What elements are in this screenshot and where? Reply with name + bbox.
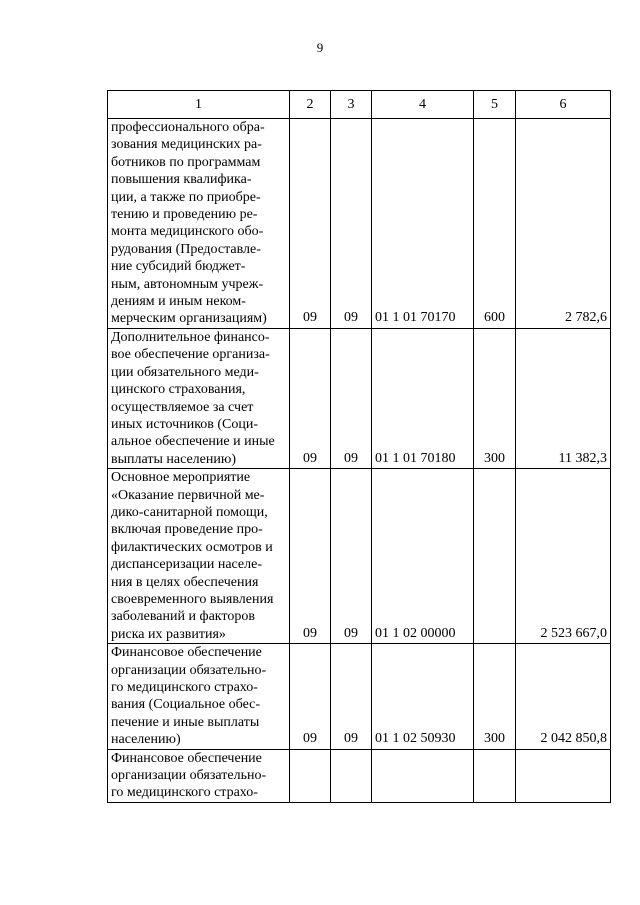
subsection-code-cell xyxy=(331,749,372,802)
description-line: иных источников (Соци- xyxy=(111,416,259,432)
description-line: Финансовое обеспечение xyxy=(111,645,262,661)
section-code-cell xyxy=(290,469,331,644)
description-line: профессионального обра- xyxy=(111,120,265,135)
column-header-5: 5 xyxy=(474,91,516,119)
amount-value: 2 042 850,8 xyxy=(540,731,607,747)
subsection-code-value: 09 xyxy=(344,731,358,747)
description-line: ции обязательного меди- xyxy=(111,364,259,380)
amount-value xyxy=(519,801,607,802)
row-description-cell xyxy=(108,119,290,329)
description-line: филактических осмотров и xyxy=(111,539,273,555)
description-line: заболеваний и факторов xyxy=(111,609,255,625)
target-article-code-value xyxy=(375,801,470,802)
subsection-code-cell xyxy=(331,469,372,644)
table-row xyxy=(108,328,611,468)
amount-cell xyxy=(516,328,611,468)
row-description-cell xyxy=(108,749,290,802)
amount-cell xyxy=(516,469,611,644)
section-code-value: 09 xyxy=(303,625,317,641)
budget-table xyxy=(107,90,611,803)
description-line: организации обязательно- xyxy=(111,768,267,784)
target-article-code-cell xyxy=(372,749,474,802)
amount-cell xyxy=(516,119,611,329)
description-line: выплаты населению) xyxy=(111,451,236,467)
section-code-cell xyxy=(290,328,331,468)
column-header-6: 6 xyxy=(516,91,611,119)
description-line: зования медицинских ра- xyxy=(111,137,262,153)
table-row xyxy=(108,469,611,644)
expense-type-code-value: 600 xyxy=(484,310,505,326)
description-line: ции, а также по приобре- xyxy=(111,189,261,205)
description-line: ние субсидий бюджет- xyxy=(111,259,246,275)
table-row xyxy=(108,749,611,802)
expense-type-code-cell xyxy=(474,469,516,644)
target-article-code-value: 01 1 02 00000 xyxy=(375,625,456,641)
expense-type-code-value: 300 xyxy=(484,731,505,747)
row-description-cell xyxy=(108,644,290,749)
description-line: вания (Социальное обес- xyxy=(111,697,261,713)
subsection-code-value xyxy=(334,801,368,802)
amount-cell xyxy=(516,644,611,749)
description-line: ботников по программам xyxy=(111,154,261,170)
section-code-value xyxy=(293,801,327,802)
table-header-row xyxy=(108,91,611,119)
target-article-code-value: 01 1 02 50930 xyxy=(375,731,456,747)
amount-value: 2 782,6 xyxy=(565,310,607,326)
amount-cell xyxy=(516,749,611,802)
description-line: Дополнительное финансо- xyxy=(111,329,270,345)
target-article-code-value: 01 1 01 70170 xyxy=(375,310,456,326)
section-code-value: 09 xyxy=(303,450,317,466)
section-code-cell xyxy=(290,644,331,749)
expense-type-code-cell xyxy=(474,119,516,329)
description-line: Основное мероприятие xyxy=(111,470,251,486)
expense-type-code-value: 300 xyxy=(484,450,505,466)
amount-value: 11 382,3 xyxy=(558,450,607,466)
subsection-code-value: 09 xyxy=(344,450,358,466)
description-line: включая проведение про- xyxy=(111,522,263,538)
table-row xyxy=(108,644,611,749)
target-article-code-cell xyxy=(372,328,474,468)
subsection-code-cell xyxy=(331,119,372,329)
target-article-code-cell xyxy=(372,119,474,329)
description-line: вое обеспечение организа- xyxy=(111,347,270,363)
description-line: цинского страхования, xyxy=(111,382,246,398)
description-line: го медицинского страхо- xyxy=(111,785,258,801)
target-article-code-value: 01 1 01 70180 xyxy=(375,450,456,466)
description-line: тению и проведению ре- xyxy=(111,207,258,223)
page-number: 9 xyxy=(316,40,324,55)
column-header-2: 2 xyxy=(290,91,331,119)
column-header-4: 4 xyxy=(372,91,474,119)
section-code-value: 09 xyxy=(303,731,317,747)
description-line: организации обязательно- xyxy=(111,662,267,678)
description-line: го медицинского страхо- xyxy=(111,680,258,695)
table-row xyxy=(108,119,611,329)
description-line: альное обеспечение и иные xyxy=(111,434,275,450)
description-line: населению) xyxy=(111,732,181,748)
description-line: печение и иные выплаты xyxy=(111,714,260,730)
description-line: монта медицинского обо- xyxy=(111,224,264,240)
target-article-code-cell xyxy=(372,469,474,644)
subsection-code-cell xyxy=(331,644,372,749)
subsection-code-value: 09 xyxy=(344,310,358,326)
description-line: рудования (Предоставле- xyxy=(111,241,261,257)
section-code-cell xyxy=(290,749,331,802)
description-line: дениям и иным неком- xyxy=(111,294,246,310)
row-description-cell xyxy=(108,328,290,468)
description-line: мерческим организациям) xyxy=(111,311,267,327)
row-description-cell xyxy=(108,469,290,644)
description-line: своевременного выявления xyxy=(111,591,274,607)
description-line: ния в целях обеспечения xyxy=(111,574,259,590)
description-line: риска их развития» xyxy=(111,626,226,642)
target-article-code-cell xyxy=(372,644,474,749)
subsection-code-value: 09 xyxy=(344,625,358,641)
description-line: дико-санитарной помощи, xyxy=(111,504,268,520)
expense-type-code-value xyxy=(477,801,512,802)
description-line: ным, автономным учреж- xyxy=(111,276,264,292)
section-code-value: 09 xyxy=(303,310,317,326)
description-line: «Оказание первичной ме- xyxy=(111,487,265,503)
expense-type-code-cell xyxy=(474,749,516,802)
description-line: Финансовое обеспечение xyxy=(111,750,262,766)
description-line: осуществляемое за счет xyxy=(111,399,254,415)
amount-value: 2 523 667,0 xyxy=(540,625,607,641)
expense-type-code-cell xyxy=(474,328,516,468)
description-line: повышения квалифика- xyxy=(111,172,252,188)
expense-type-code-cell xyxy=(474,644,516,749)
description-line: диспансеризации населе- xyxy=(111,557,263,573)
column-header-1: 1 xyxy=(108,91,290,119)
subsection-code-cell xyxy=(331,328,372,468)
column-header-3: 3 xyxy=(331,91,372,119)
section-code-cell xyxy=(290,119,331,329)
